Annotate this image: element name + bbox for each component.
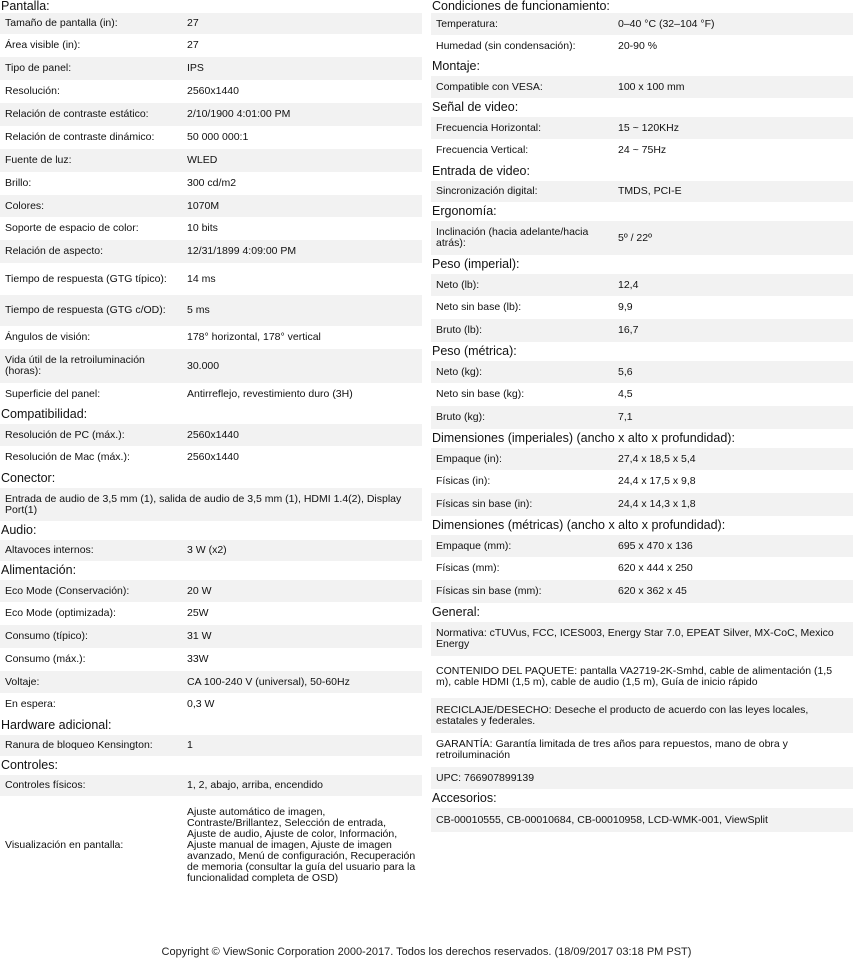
spec-value: Antirreflejo, revestimiento duro (3H): [182, 383, 422, 405]
spec-row: [0, 13, 422, 34]
spec-value: 20 W: [182, 580, 422, 602]
spec-row: [431, 76, 853, 98]
spec-row: [431, 656, 853, 698]
spec-row: [0, 796, 422, 895]
spec-label: Neto (kg):: [431, 361, 613, 383]
spec-value: 2/10/1900 4:01:00 PM: [182, 103, 422, 126]
spec-label: Fuente de luz:: [0, 149, 182, 172]
section-title-senal-de-video: Señal de video:: [432, 100, 519, 114]
spec-row: [431, 221, 853, 255]
spec-label: Tamaño de pantalla (in):: [0, 13, 182, 34]
spec-label: Colores:: [0, 195, 182, 217]
section-title-dimensiones-imperiales-ancho-x-alto-x-profundidad: Dimensiones (imperiales) (ancho x alto x profundidad):: [432, 431, 735, 445]
spec-label: Tiempo de respuesta (GTG c/OD):: [0, 295, 182, 326]
spec-table-controles: [0, 775, 422, 895]
section-title-entrada-de-video: Entrada de video:: [432, 164, 530, 178]
spec-value: 27: [182, 34, 422, 57]
spec-table-accesorios: [431, 808, 853, 832]
spec-label: Neto (lb):: [431, 274, 613, 296]
spec-row: [0, 172, 422, 195]
spec-row: [0, 625, 422, 648]
spec-label: Vida útil de la retroiluminación (horas):: [0, 349, 182, 383]
spec-row: [0, 240, 422, 263]
spec-value: 7,1: [613, 406, 853, 429]
spec-label: Área visible (in):: [0, 34, 182, 57]
spec-table-entrada-de-video: [431, 181, 853, 202]
spec-value: WLED: [182, 149, 422, 172]
spec-row: [0, 602, 422, 625]
spec-row: [431, 13, 853, 35]
spec-row: [431, 470, 853, 493]
spec-label: Eco Mode (Conservación):: [0, 580, 182, 602]
spec-value: 24,4 x 17,5 x 9,8: [613, 470, 853, 493]
spec-row: [431, 139, 853, 162]
spec-row: [431, 361, 853, 383]
spec-value: 1: [182, 735, 422, 756]
spec-value: 14 ms: [182, 263, 422, 295]
left-spec-column: [0, 0, 422, 895]
spec-value: 300 cd/m2: [182, 172, 422, 195]
spec-label: Altavoces internos:: [0, 540, 182, 561]
spec-row: [0, 775, 422, 796]
spec-value: 3 W (x2): [182, 540, 422, 561]
spec-row: [0, 648, 422, 671]
spec-label: Humedad (sin condensación):: [431, 35, 613, 57]
spec-row: [431, 448, 853, 470]
section-title-hardware-adicional: Hardware adicional:: [1, 718, 112, 732]
spec-label: Relación de contraste estático:: [0, 103, 182, 126]
spec-value: 1070M: [182, 195, 422, 217]
spec-full-text: CB-00010555, CB-00010684, CB-00010958, LCD-WMK-001, ViewSplit: [431, 808, 853, 832]
section-title-dimensiones-metricas-ancho-x-alto-x-profundidad: Dimensiones (métricas) (ancho x alto x profundidad):: [432, 518, 726, 532]
spec-label: Resolución de Mac (máx.):: [0, 446, 182, 469]
section-title-ergonomia: Ergonomía:: [432, 204, 497, 218]
spec-row: [0, 34, 422, 57]
spec-value: 31 W: [182, 625, 422, 648]
spec-table-montaje: [431, 76, 853, 98]
spec-label: Relación de contraste dinámico:: [0, 126, 182, 149]
spec-label: Físicas sin base (mm):: [431, 580, 613, 603]
section-title-compatibilidad: Compatibilidad:: [1, 407, 88, 421]
spec-row: [431, 622, 853, 656]
spec-label: Neto sin base (kg):: [431, 383, 613, 406]
spec-full-text: CONTENIDO DEL PAQUETE: pantalla VA2719-2K-Smhd, cable de alimentación (1,5 m), cable HDMI (1,5 m), cable de audio (1,5 m), Guía de inicio rápido: [431, 656, 853, 698]
spec-table-conector: [0, 488, 422, 521]
spec-row: [431, 181, 853, 202]
spec-row: [0, 446, 422, 469]
spec-row: [0, 217, 422, 240]
spec-table-peso-imperial: [431, 274, 853, 342]
spec-table-peso-metrica: [431, 361, 853, 429]
spec-value: 33W: [182, 648, 422, 671]
spec-value: IPS: [182, 57, 422, 80]
spec-label: Bruto (lb):: [431, 319, 613, 342]
spec-value: 12,4: [613, 274, 853, 296]
spec-value: 695 x 470 x 136: [613, 535, 853, 557]
spec-label: Físicas sin base (in):: [431, 493, 613, 516]
spec-label: Resolución de PC (máx.):: [0, 424, 182, 446]
section-title-peso-imperial: Peso (imperial):: [432, 257, 520, 271]
spec-value: 620 x 444 x 250: [613, 557, 853, 580]
spec-full-text: RECICLAJE/DESECHO: Deseche el producto de acuerdo con las leyes locales, estatales y federales.: [431, 698, 853, 733]
spec-row: [431, 535, 853, 557]
spec-value: 5º / 22º: [613, 221, 853, 255]
spec-label: Voltaje:: [0, 671, 182, 693]
spec-table-senal-de-video: [431, 117, 853, 162]
spec-label: Visualización en pantalla:: [0, 796, 182, 895]
spec-row: [431, 117, 853, 139]
spec-table-alimentacion: [0, 580, 422, 716]
spec-full-text: Normativa: cTUVus, FCC, ICES003, Energy Star 7.0, EPEAT Silver, MX-CoC, Mexico Energy: [431, 622, 853, 656]
spec-table-condiciones-de-funcionamiento: [431, 13, 853, 57]
spec-value: 1, 2, abajo, arriba, encendido: [182, 775, 422, 796]
spec-value: TMDS, PCI-E: [613, 181, 853, 202]
spec-full-text: UPC: 766907899139: [431, 767, 853, 789]
spec-label: Controles físicos:: [0, 775, 182, 796]
spec-label: Ángulos de visión:: [0, 326, 182, 349]
spec-label: Temperatura:: [431, 13, 613, 35]
spec-value: 178° horizontal, 178° vertical: [182, 326, 422, 349]
spec-value: 2560x1440: [182, 80, 422, 103]
spec-row: [431, 808, 853, 832]
spec-row: [0, 103, 422, 126]
section-title-conector: Conector:: [1, 471, 56, 485]
spec-row: [0, 735, 422, 756]
spec-row: [0, 540, 422, 561]
spec-full-text: GARANTÍA: Garantía limitada de tres años para repuestos, mano de obra y retroiluminación: [431, 733, 853, 767]
copyright-footer: Copyright © ViewSonic Corporation 2000-2017. Todos los derechos reservados. (18/09/2017 03:18 PM PST): [161, 946, 692, 958]
spec-value: 16,7: [613, 319, 853, 342]
spec-row: [0, 195, 422, 217]
spec-table-ergonomia: [431, 221, 853, 255]
spec-label: Frecuencia Vertical:: [431, 139, 613, 162]
spec-value: 5,6: [613, 361, 853, 383]
spec-value: 10 bits: [182, 217, 422, 240]
spec-table-hardware-adicional: [0, 735, 422, 756]
spec-row: [0, 424, 422, 446]
spec-table-compatibilidad: [0, 424, 422, 469]
section-title-accesorios: Accesorios:: [432, 791, 497, 805]
spec-table-general: [431, 622, 853, 789]
section-title-condiciones-de-funcionamiento: Condiciones de funcionamiento:: [432, 0, 610, 13]
spec-value: 0–40 °C (32–104 °F): [613, 13, 853, 35]
spec-label: Relación de aspecto:: [0, 240, 182, 263]
spec-row: [431, 733, 853, 767]
spec-label: Soporte de espacio de color:: [0, 217, 182, 240]
spec-label: Físicas (in):: [431, 470, 613, 493]
spec-label: En espera:: [0, 693, 182, 716]
spec-row: [0, 488, 422, 521]
spec-label: Compatible con VESA:: [431, 76, 613, 98]
spec-value: Ajuste automático de imagen, Contraste/Brillantez, Selección de entrada, Ajuste de audio, Ajuste de color, Información, Ajuste manual de imagen, Ajuste de imagen avanzado, Menú de configuración, Recuperación de memoria (consultar la guía del usuario para la funcionalidad completa de OSD): [182, 796, 422, 895]
spec-label: Físicas (mm):: [431, 557, 613, 580]
spec-row: [0, 57, 422, 80]
spec-row: [0, 80, 422, 103]
spec-value: 20-90 %: [613, 35, 853, 57]
spec-label: Sincronización digital:: [431, 181, 613, 202]
spec-row: [431, 296, 853, 319]
spec-label: Resolución:: [0, 80, 182, 103]
spec-row: [431, 580, 853, 603]
spec-row: [0, 693, 422, 716]
right-spec-column: [431, 0, 853, 832]
spec-table-dimensiones-imperiales-ancho-x-alto-x-profundidad: [431, 448, 853, 516]
spec-label: Brillo:: [0, 172, 182, 195]
section-title-pantalla: Pantalla:: [1, 0, 50, 13]
spec-row: [431, 493, 853, 516]
spec-row: [0, 149, 422, 172]
spec-value: 12/31/1899 4:09:00 PM: [182, 240, 422, 263]
section-title-alimentacion: Alimentación:: [1, 563, 77, 577]
spec-label: Inclinación (hacia adelante/hacia atrás):: [431, 221, 613, 255]
spec-label: Empaque (mm):: [431, 535, 613, 557]
section-title-controles: Controles:: [1, 758, 58, 772]
spec-value: 24 ~ 75Hz: [613, 139, 853, 162]
spec-value: CA 100-240 V (universal), 50-60Hz: [182, 671, 422, 693]
spec-row: [431, 767, 853, 789]
spec-value: 2560x1440: [182, 424, 422, 446]
spec-label: Eco Mode (optimizada):: [0, 602, 182, 625]
spec-label: Frecuencia Horizontal:: [431, 117, 613, 139]
spec-table-pantalla: [0, 13, 422, 405]
spec-row: [431, 319, 853, 342]
section-title-montaje: Montaje:: [432, 59, 480, 73]
spec-label: Consumo (típico):: [0, 625, 182, 648]
spec-row: [0, 295, 422, 326]
spec-row: [431, 383, 853, 406]
spec-row: [431, 406, 853, 429]
spec-label: Superficie del panel:: [0, 383, 182, 405]
spec-value: 15 ~ 120KHz: [613, 117, 853, 139]
spec-value: 0,3 W: [182, 693, 422, 716]
spec-value: 27: [182, 13, 422, 34]
spec-row: [0, 580, 422, 602]
spec-value: 30.000: [182, 349, 422, 383]
spec-value: 9,9: [613, 296, 853, 319]
spec-full-text: Entrada de audio de 3,5 mm (1), salida de audio de 3,5 mm (1), HDMI 1.4(2), Display Port(1): [0, 488, 422, 521]
spec-value: 50 000 000:1: [182, 126, 422, 149]
spec-row: [0, 326, 422, 349]
spec-label: Ranura de bloqueo Kensington:: [0, 735, 182, 756]
spec-value: 4,5: [613, 383, 853, 406]
spec-label: Tipo de panel:: [0, 57, 182, 80]
spec-label: Empaque (in):: [431, 448, 613, 470]
spec-value: 24,4 x 14,3 x 1,8: [613, 493, 853, 516]
spec-row: [431, 274, 853, 296]
spec-label: Neto sin base (lb):: [431, 296, 613, 319]
spec-label: Tiempo de respuesta (GTG típico):: [0, 263, 182, 295]
spec-value: 620 x 362 x 45: [613, 580, 853, 603]
section-title-peso-metrica: Peso (métrica):: [432, 344, 517, 358]
section-title-general: General:: [432, 605, 480, 619]
spec-value: 27,4 x 18,5 x 5,4: [613, 448, 853, 470]
spec-label: Bruto (kg):: [431, 406, 613, 429]
spec-row: [0, 126, 422, 149]
spec-row: [431, 557, 853, 580]
spec-table-audio: [0, 540, 422, 561]
spec-row: [0, 671, 422, 693]
spec-table-dimensiones-metricas-ancho-x-alto-x-profundidad: [431, 535, 853, 603]
spec-value: 100 x 100 mm: [613, 76, 853, 98]
spec-row: [0, 349, 422, 383]
spec-row: [431, 698, 853, 733]
spec-row: [0, 263, 422, 295]
spec-label: Consumo (máx.):: [0, 648, 182, 671]
spec-value: 25W: [182, 602, 422, 625]
section-title-audio: Audio:: [1, 523, 37, 537]
spec-row: [0, 383, 422, 405]
spec-value: 5 ms: [182, 295, 422, 326]
spec-row: [431, 35, 853, 57]
spec-value: 2560x1440: [182, 446, 422, 469]
